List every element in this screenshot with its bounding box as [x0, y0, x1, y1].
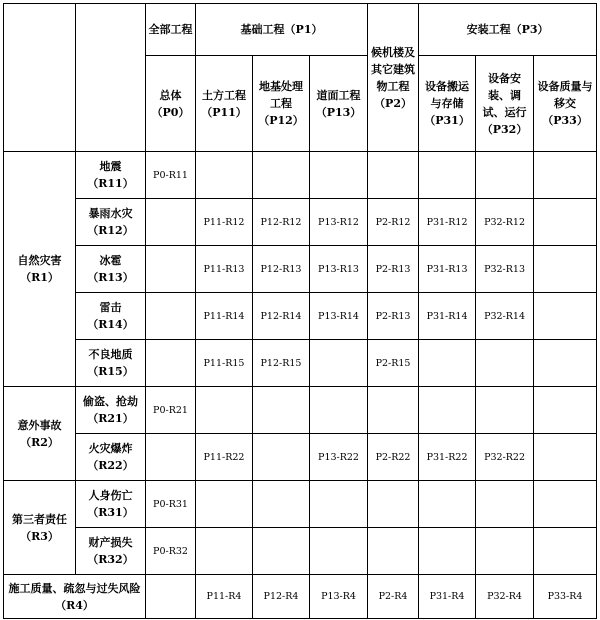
cell-p12-r14: P12-R14: [253, 293, 310, 340]
header-p31: [419, 56, 476, 152]
group-r1: [4, 152, 76, 387]
cell-p31-r22: P31-R22: [419, 434, 476, 481]
row-label: 偷盗、抢劫: [83, 395, 138, 408]
cell-p0-r21: P0-R21: [146, 387, 196, 434]
cell-p11-r31: [196, 481, 253, 528]
cell-p0-r4: [146, 575, 196, 619]
header-label: 候机楼及其它建筑物工程: [371, 45, 416, 93]
cell-p32-r22: P32-R22: [476, 434, 534, 481]
cell-p33-r15: [534, 340, 597, 387]
cell-p33-r11: [534, 152, 597, 199]
cell-p33-r32: [534, 528, 597, 575]
cell-p11-r22: P11-R22: [196, 434, 253, 481]
row-code: （R11）: [87, 177, 134, 190]
cell-p31-r4: P31-R4: [419, 575, 476, 619]
cell-p13-r12: P13-R12: [310, 199, 368, 246]
header-label: 基础工程（P1）: [240, 23, 323, 36]
row-label-r32: [76, 528, 146, 575]
header-p0: [146, 56, 196, 152]
cell-p32-r31: [476, 481, 534, 528]
group-label: 第三者责任: [12, 512, 67, 526]
cell-p33-r14: [534, 293, 597, 340]
cell-p0-r14: [146, 293, 196, 340]
header-p33: [534, 56, 597, 152]
cell-p12-r21: [253, 387, 310, 434]
cell-p31-r14: P31-R14: [419, 293, 476, 340]
cell-p31-r32: [419, 528, 476, 575]
cell-p11-r11: [196, 152, 253, 199]
header-code: （P33）: [542, 114, 588, 127]
cell-p31-r13: P31-R13: [419, 246, 476, 293]
cell-p13-r11: [310, 152, 368, 199]
corner-cell-2: [76, 4, 146, 152]
cell-p32-r11: [476, 152, 534, 199]
row-code: （R22）: [87, 459, 134, 472]
cell-p12-r15: P12-R15: [253, 340, 310, 387]
cell-p12-r4: P12-R4: [253, 575, 310, 619]
cell-p11-r14: P11-R14: [196, 293, 253, 340]
header-p1: [196, 4, 368, 56]
header-code: （P12）: [258, 114, 304, 127]
cell-p31-r31: [419, 481, 476, 528]
cell-p13-r21: [310, 387, 368, 434]
row-code: （R32）: [87, 553, 134, 566]
cell-p0-r31: P0-R31: [146, 481, 196, 528]
cell-p13-r14: P13-R14: [310, 293, 368, 340]
risk-matrix-table: [3, 3, 597, 619]
cell-p11-r15: P11-R15: [196, 340, 253, 387]
cell-p13-r31: [310, 481, 368, 528]
group-code: （R1）: [20, 271, 59, 284]
header-all-projects: [146, 4, 196, 56]
cell-p2-r15: P2-R15: [368, 340, 419, 387]
row-code: （R21）: [87, 412, 134, 425]
row-label: 火灾爆炸: [88, 442, 133, 455]
cell-p12-r12: P12-R12: [253, 199, 310, 246]
group-label: 自然灾害: [17, 254, 62, 267]
cell-p0-r11: P0-R11: [146, 152, 196, 199]
cell-p33-r31: [534, 481, 597, 528]
cell-p0-r32: P0-R32: [146, 528, 196, 575]
header-label: 土方工程: [202, 88, 246, 102]
header-label: 安装工程（P3）: [466, 23, 549, 36]
header-label: 总体: [159, 88, 182, 102]
cell-p11-r4: P11-R4: [196, 575, 253, 619]
row-label: 暴雨水灾: [88, 207, 133, 220]
cell-p33-r13: [534, 246, 597, 293]
row-label-r21: [76, 387, 146, 434]
cell-p13-r13: P13-R13: [310, 246, 368, 293]
cell-p2-r21: [368, 387, 419, 434]
cell-p2-r11: [368, 152, 419, 199]
row-label: 不良地质: [88, 348, 133, 361]
header-label: 设备安装、调试、运行: [482, 71, 527, 119]
cell-p0-r12: [146, 199, 196, 246]
cell-p13-r32: [310, 528, 368, 575]
cell-p0-r15: [146, 340, 196, 387]
header-code: （P31）: [424, 114, 470, 127]
cell-p11-r12: P11-R12: [196, 199, 253, 246]
header-p12: [253, 56, 310, 152]
header-label: 设备质量与移交: [537, 80, 593, 110]
cell-p13-r15: [310, 340, 368, 387]
header-code: （P11）: [201, 105, 247, 119]
group-code: （R2）: [20, 435, 59, 449]
cell-p0-r22: [146, 434, 196, 481]
cell-p33-r4: P33-R4: [534, 575, 597, 619]
row-label: 冰雹: [99, 254, 122, 267]
cell-p32-r32: [476, 528, 534, 575]
row-code: （R12）: [87, 224, 134, 237]
header-code: （P0）: [151, 105, 190, 119]
cell-p31-r11: [419, 152, 476, 199]
group-label: 施工质量、疏忽与过失风险: [8, 581, 141, 595]
cell-p31-r12: P31-R12: [419, 199, 476, 246]
header-code: （P32）: [481, 122, 528, 136]
cell-p33-r22: [534, 434, 597, 481]
cell-p2-r32: [368, 528, 419, 575]
row-label-r12: [76, 199, 146, 246]
group-r2: [4, 387, 76, 481]
row-label: 财产损失: [88, 536, 133, 549]
group-r3: [4, 481, 76, 575]
cell-p12-r32: [253, 528, 310, 575]
cell-p32-r12: P32-R12: [476, 199, 534, 246]
row-code: （R14）: [87, 318, 134, 331]
row-label-r14: [76, 293, 146, 340]
cell-p2-r4: P2-R4: [368, 575, 419, 619]
cell-p13-r22: P13-R22: [310, 434, 368, 481]
row-label-r31: [76, 481, 146, 528]
group-code: （R4）: [55, 598, 94, 612]
row-label-r15: [76, 340, 146, 387]
cell-p32-r4: P32-R4: [476, 575, 534, 619]
row-code: （R15）: [87, 365, 134, 378]
header-p32: [476, 56, 534, 152]
cell-p12-r31: [253, 481, 310, 528]
cell-p2-r22: P2-R22: [368, 434, 419, 481]
cell-p32-r21: [476, 387, 534, 434]
group-r4: [4, 575, 146, 619]
row-label: 地震: [99, 160, 122, 173]
cell-p12-r11: [253, 152, 310, 199]
cell-p11-r13: P11-R13: [196, 246, 253, 293]
cell-p33-r21: [534, 387, 597, 434]
cell-p32-r15: [476, 340, 534, 387]
header-p11: [196, 56, 253, 152]
header-p13: [310, 56, 368, 152]
cell-p33-r12: [534, 199, 597, 246]
cell-p11-r21: [196, 387, 253, 434]
group-code: （R3）: [20, 529, 59, 543]
row-label-r11: [76, 152, 146, 199]
cell-p31-r15: [419, 340, 476, 387]
cell-p11-r32: [196, 528, 253, 575]
cell-p31-r21: [419, 387, 476, 434]
cell-p13-r4: P13-R4: [310, 575, 368, 619]
header-label: 全部工程: [148, 23, 193, 36]
header-label: 地基处理工程: [259, 80, 303, 110]
header-label: 设备搬运与存储: [425, 80, 470, 110]
cell-p2-r14: P2-R13: [368, 293, 419, 340]
row-label-r13: [76, 246, 146, 293]
cell-p2-r12: P2-R12: [368, 199, 419, 246]
cell-p32-r14: P32-R14: [476, 293, 534, 340]
row-label-r22: [76, 434, 146, 481]
cell-p0-r13: [146, 246, 196, 293]
row-code: （R31）: [87, 506, 134, 519]
row-label: 人身伤亡: [88, 489, 133, 502]
corner-cell: [4, 4, 76, 152]
cell-p12-r13: P12-R13: [253, 246, 310, 293]
row-code: （R13）: [87, 271, 134, 284]
group-label: 意外事故: [17, 418, 62, 432]
header-p3: [419, 4, 597, 56]
cell-p2-r13: P2-R13: [368, 246, 419, 293]
header-code: （P2）: [374, 96, 412, 110]
row-label: 雷击: [99, 301, 122, 314]
header-label: 道面工程: [316, 88, 361, 102]
cell-p12-r22: [253, 434, 310, 481]
cell-p2-r31: [368, 481, 419, 528]
header-code: （P13）: [315, 105, 362, 119]
cell-p32-r13: P32-R13: [476, 246, 534, 293]
header-p2: [368, 4, 419, 152]
